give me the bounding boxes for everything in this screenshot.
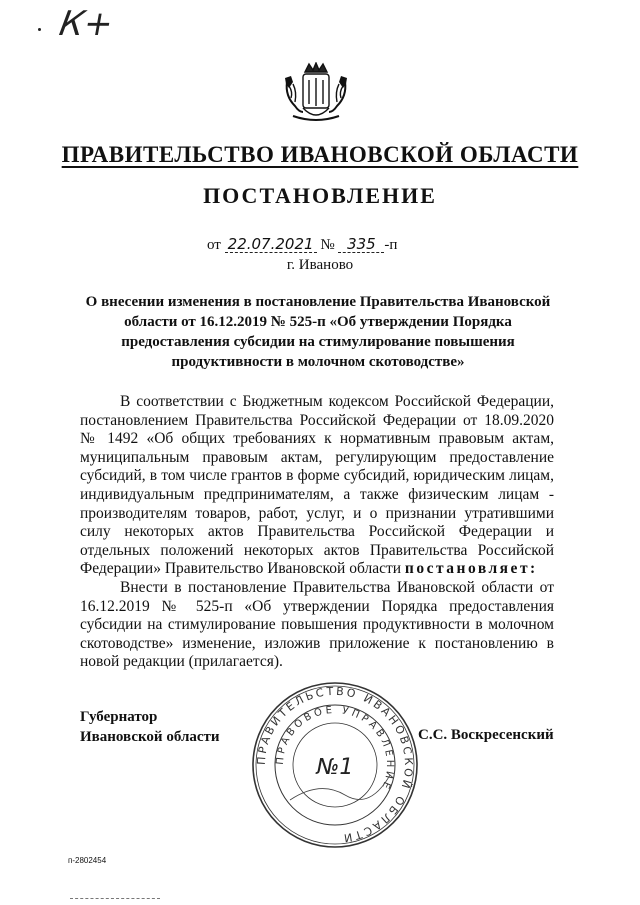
city: г. Иваново — [286, 257, 354, 273]
signatory-position — [80, 707, 220, 747]
stamp-outer-text: ПРАВИТЕЛЬСТВО ИВАНОВСКОЙ ОБЛАСТИ — [254, 684, 416, 845]
body-paragraph-1: В соответствии с Бюджетным кодексом Российской Федерации, постановлением Правительства Российской Федерации от 18.09.2020 № 1492 «Об общих требованиях к нормативным правовым актам, муниципальным правовым актам, регулирующим предоставление субсидий, в том числе грантов в форме субсидий, юридическим лицам, индивидуальным предпринимателям, а также физическим лицам - производителям товаров, работ, услуг, и о признании утратившими силу некоторых актов Правительства Российской Федерации и отдельных положений некоторых актов Правительства Российской Федерации» Правительство Ивановской области постановляет: — [80, 393, 554, 578]
bottom-edge-mark — [70, 898, 160, 899]
margin-dot — [38, 28, 41, 31]
handwritten-number: 335 — [338, 236, 384, 253]
date-prefix: от — [207, 237, 221, 253]
document-body — [80, 393, 554, 672]
date-number-line — [207, 236, 397, 254]
official-stamp — [250, 680, 420, 850]
number-sign: № — [320, 237, 335, 253]
footer-document-code: п-2802454 — [68, 856, 107, 865]
stamp-inner-text: ПРАВОВОЕ УПРАВЛЕНИЕ — [274, 704, 396, 793]
body-paragraph-2: Внести в постановление Правительства Ивановской области от 16.12.2019 № 525-п «Об утверждении Порядка предоставления субсидии на стимулирование повышения продуктивности в молочном скотоводстве» изменение, изложив приложение к постановлению в новой редакции (прилагается). — [80, 578, 554, 671]
signatory-position-line-2: Ивановской области — [80, 729, 220, 745]
document-subject: О внесении изменения в постановление Правительства Ивановской области от 16.12.2019 № 525-п «Об утверждении Порядка предоставления субсидии на стимулирование повышения продуктивности в молочном скотоводстве» — [85, 294, 551, 370]
handwritten-date: 22.07.2021 — [225, 236, 317, 253]
stamp-center-text: №1 — [316, 755, 354, 780]
resolves-word: постановляет: — [404, 560, 538, 578]
document-type: ПОСТАНОВЛЕНИЕ — [203, 183, 437, 208]
signatory-position-line-1: Губернатор — [80, 709, 158, 725]
organization-title: ПРАВИТЕЛЬСТВО ИВАНОВСКОЙ ОБЛАСТИ — [61, 142, 579, 167]
number-suffix: -п — [384, 237, 398, 253]
coat-of-arms-emblem — [283, 62, 349, 124]
handwritten-note: К+ — [56, 4, 117, 44]
signatory-name: С.С. Воскресенский — [418, 727, 554, 743]
